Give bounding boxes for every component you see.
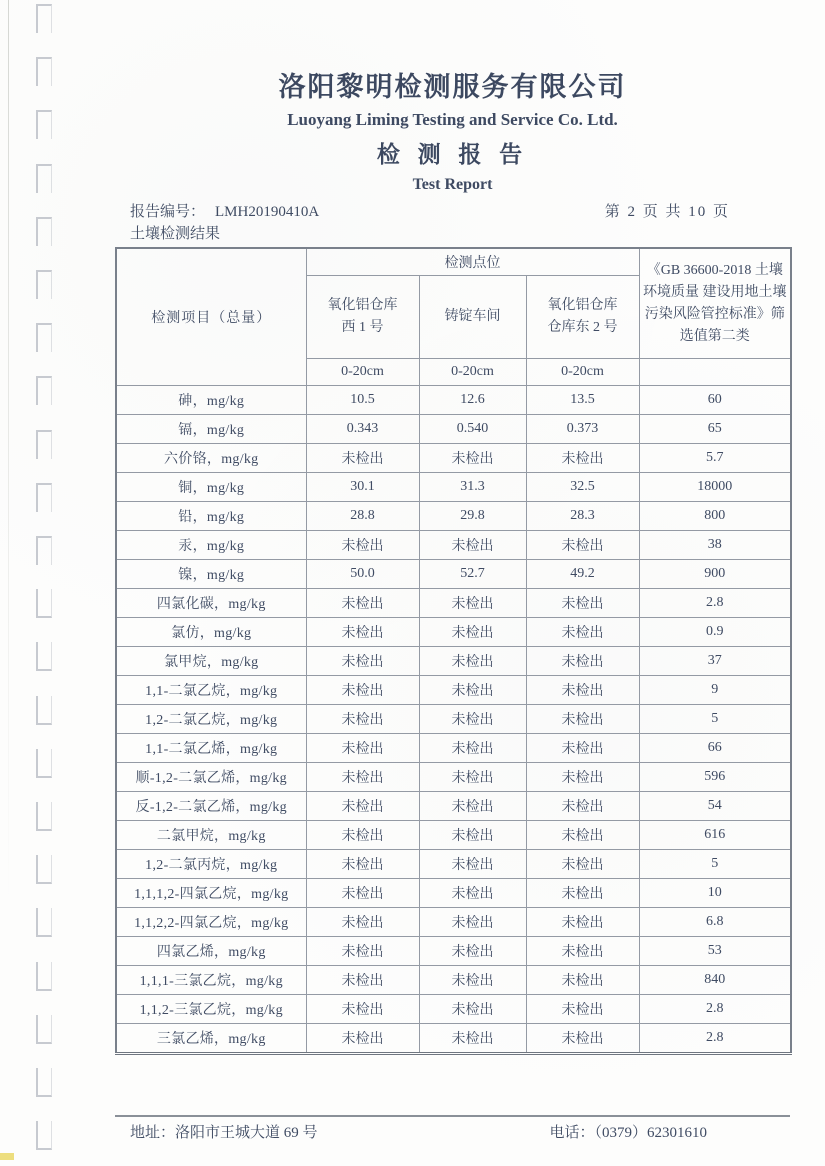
- result-value: 未检出: [526, 705, 639, 734]
- analyte-label: 四氯乙烯，mg/kg: [116, 937, 306, 966]
- address: [130, 1123, 318, 1143]
- phone: [549, 1123, 707, 1143]
- binding-hole-mark: [36, 1121, 52, 1150]
- result-value: 52.7: [419, 560, 526, 589]
- table-row: [116, 966, 791, 995]
- binding-hole-mark: [36, 696, 52, 725]
- result-value: 0.373: [526, 415, 639, 444]
- result-value: 未检出: [306, 705, 419, 734]
- phone-value: （0379）62301610: [594, 1125, 707, 1141]
- screening-limit-value: 6.8: [639, 908, 791, 937]
- result-value: 未检出: [526, 792, 639, 821]
- analyte-label: 1,1,1-三氯乙烷，mg/kg: [116, 966, 306, 995]
- site-column-header: [526, 276, 639, 359]
- binding-hole-mark: [36, 57, 52, 86]
- result-value: 10.5: [306, 386, 419, 415]
- analyte-label: 汞，mg/kg: [116, 531, 306, 560]
- result-value: 未检出: [419, 792, 526, 821]
- binding-hole-mark: [36, 855, 52, 884]
- analyte-label: 1,1-二氯乙烷，mg/kg: [116, 676, 306, 705]
- screening-limit-value: 2.8: [639, 995, 791, 1024]
- site-name-line1: 氧化铝仓库: [547, 298, 618, 313]
- table-row: [116, 531, 791, 560]
- report-content: [115, 0, 790, 1143]
- analyte-label: 砷，mg/kg: [116, 386, 306, 415]
- site-column-header: [419, 276, 526, 359]
- paper-edge-shadow: [8, 0, 9, 900]
- screening-limit-value: 18000: [639, 473, 791, 502]
- site-name-line2: 西 1 号: [341, 320, 384, 335]
- result-value: 未检出: [526, 821, 639, 850]
- result-value: 29.8: [419, 502, 526, 531]
- report-meta-row: [115, 202, 790, 222]
- analyte-label: 六价铬，mg/kg: [116, 444, 306, 473]
- result-value: 未检出: [419, 531, 526, 560]
- screening-limit-value: 53: [639, 937, 791, 966]
- table-row: [116, 386, 791, 415]
- soil-results-table: [115, 247, 792, 1055]
- result-value: 未检出: [306, 792, 419, 821]
- binding-hole-mark: [36, 483, 52, 512]
- screening-limit-value: 60: [639, 386, 791, 415]
- result-value: 12.6: [419, 386, 526, 415]
- screening-limit-value: 5: [639, 705, 791, 734]
- result-value: 未检出: [526, 763, 639, 792]
- table-row: [116, 1024, 791, 1054]
- result-value: 未检出: [306, 618, 419, 647]
- table-row: [116, 763, 791, 792]
- screening-limit-value: 2.8: [639, 1024, 791, 1054]
- report-title-cn: 检 测 报 告: [376, 142, 529, 167]
- result-value: 49.2: [526, 560, 639, 589]
- result-value: 未检出: [306, 676, 419, 705]
- points-header: 检测点位: [306, 248, 639, 276]
- analyte-label: 1,2-二氯丙烷，mg/kg: [116, 850, 306, 879]
- table-row: [116, 792, 791, 821]
- table-row: [116, 560, 791, 589]
- screening-limit-value: 900: [639, 560, 791, 589]
- result-value: 未检出: [419, 647, 526, 676]
- result-value: 13.5: [526, 386, 639, 415]
- analyte-label: 反-1,2-二氯乙烯，mg/kg: [116, 792, 306, 821]
- binding-hole-mark: [36, 962, 52, 991]
- table-row: [116, 618, 791, 647]
- table-row: [116, 473, 791, 502]
- table-row: [116, 676, 791, 705]
- result-value: 未检出: [419, 821, 526, 850]
- result-value: 0.343: [306, 415, 419, 444]
- table-row: [116, 444, 791, 473]
- result-value: 未检出: [306, 1024, 419, 1054]
- result-value: 未检出: [306, 821, 419, 850]
- company-name-en: Luoyang Liming Testing and Service Co. Ltd.: [287, 110, 618, 129]
- result-value: 未检出: [419, 850, 526, 879]
- binding-hole-mark: [36, 1068, 52, 1097]
- analyte-label: 氯仿，mg/kg: [116, 618, 306, 647]
- analyte-label: 三氯乙烯，mg/kg: [116, 1024, 306, 1054]
- analyte-label: 1,1,2,2-四氯乙烷，mg/kg: [116, 908, 306, 937]
- site-name-line2: 仓库东 2 号: [547, 320, 618, 335]
- screening-limit-value: 616: [639, 821, 791, 850]
- binding-hole-mark: [36, 270, 52, 299]
- result-value: 未检出: [526, 734, 639, 763]
- footer-row: [115, 1123, 790, 1143]
- result-value: 32.5: [526, 473, 639, 502]
- table-row: [116, 647, 791, 676]
- result-value: 未检出: [306, 937, 419, 966]
- table-row: [116, 589, 791, 618]
- screening-limit-value: 37: [639, 647, 791, 676]
- depth-cell: 0-20cm: [526, 359, 639, 386]
- result-value: 0.540: [419, 415, 526, 444]
- analyte-label: 顺-1,2-二氯乙烯，mg/kg: [116, 763, 306, 792]
- address-label: 地址：: [130, 1125, 176, 1141]
- company-name-cn: 洛阳黎明检测服务有限公司: [278, 72, 627, 102]
- result-value: 未检出: [526, 908, 639, 937]
- screening-limit-value: 0.9: [639, 618, 791, 647]
- table-row: [116, 734, 791, 763]
- result-value: 未检出: [526, 589, 639, 618]
- screening-limit-value: 66: [639, 734, 791, 763]
- result-value: 28.3: [526, 502, 639, 531]
- site-name-line1: 氧化铝仓库: [327, 298, 398, 313]
- table-header-row-1: [116, 248, 791, 276]
- result-value: 30.1: [306, 473, 419, 502]
- result-value: 未检出: [306, 647, 419, 676]
- analyte-label: 镉，mg/kg: [116, 415, 306, 444]
- result-value: 未检出: [306, 966, 419, 995]
- binding-hole-mark: [36, 749, 52, 778]
- report-title-en: Test Report: [412, 176, 493, 193]
- screening-limit-value: 840: [639, 966, 791, 995]
- table-row: [116, 908, 791, 937]
- result-value: 未检出: [306, 589, 419, 618]
- table-row: [116, 415, 791, 444]
- result-value: 未检出: [419, 763, 526, 792]
- result-value: 未检出: [526, 444, 639, 473]
- standard-column-header: 《GB 36600-2018 土壤环境质量 建设用地土壤污染风险管控标准》筛选值第二类: [639, 248, 791, 359]
- result-value: 未检出: [526, 850, 639, 879]
- standard-empty-cell: [639, 359, 791, 386]
- result-value: 未检出: [306, 995, 419, 1024]
- screening-limit-value: 10: [639, 879, 791, 908]
- result-value: 未检出: [306, 734, 419, 763]
- item-column-header: 检测项目（总量）: [116, 248, 306, 386]
- analyte-label: 镍，mg/kg: [116, 560, 306, 589]
- result-value: 未检出: [306, 850, 419, 879]
- result-value: 未检出: [419, 908, 526, 937]
- screening-limit-value: 65: [639, 415, 791, 444]
- result-value: 未检出: [419, 444, 526, 473]
- result-value: 未检出: [419, 734, 526, 763]
- binding-hole-mark: [36, 4, 52, 33]
- result-value: 28.8: [306, 502, 419, 531]
- binding-hole-mark: [36, 164, 52, 193]
- footer-divider: [115, 1115, 790, 1117]
- result-value: 未检出: [526, 618, 639, 647]
- result-value: 未检出: [419, 1024, 526, 1054]
- result-value: 未检出: [419, 676, 526, 705]
- result-value: 未检出: [419, 618, 526, 647]
- site-column-header: [306, 276, 419, 359]
- binding-hole-mark: [36, 217, 52, 246]
- result-value: 未检出: [526, 879, 639, 908]
- binding-hole-mark: [36, 802, 52, 831]
- depth-cell: 0-20cm: [419, 359, 526, 386]
- result-value: 未检出: [526, 995, 639, 1024]
- screening-limit-value: 38: [639, 531, 791, 560]
- screening-limit-value: 800: [639, 502, 791, 531]
- binding-hole-mark: [36, 536, 52, 565]
- binding-hole-mark: [36, 1015, 52, 1044]
- analyte-label: 1,1,1,2-四氯乙烷，mg/kg: [116, 879, 306, 908]
- analyte-label: 1,1-二氯乙烯，mg/kg: [116, 734, 306, 763]
- result-value: 未检出: [526, 531, 639, 560]
- report-number-value: LMH20190410A: [215, 204, 320, 220]
- table-row: [116, 705, 791, 734]
- report-number-label: 报告编号：: [130, 204, 206, 220]
- result-value: 50.0: [306, 560, 419, 589]
- binding-hole-mark: [36, 642, 52, 671]
- table-row: [116, 821, 791, 850]
- report-footer: [115, 1115, 790, 1143]
- binding-hole-mark: [36, 908, 52, 937]
- result-value: 未检出: [306, 879, 419, 908]
- result-value: 未检出: [526, 937, 639, 966]
- result-value: 31.3: [419, 473, 526, 502]
- binding-hole-mark: [36, 430, 52, 459]
- analyte-label: 铅，mg/kg: [116, 502, 306, 531]
- result-value: 未检出: [526, 1024, 639, 1054]
- section-title: 土壤检测结果: [130, 226, 221, 242]
- analyte-label: 四氯化碳，mg/kg: [116, 589, 306, 618]
- result-value: 未检出: [526, 676, 639, 705]
- analyte-label: 1,1,2-三氯乙烷，mg/kg: [116, 995, 306, 1024]
- analyte-label: 氯甲烷，mg/kg: [116, 647, 306, 676]
- screening-limit-value: 5.7: [639, 444, 791, 473]
- screening-limit-value: 5: [639, 850, 791, 879]
- result-value: 未检出: [419, 589, 526, 618]
- table-row: [116, 995, 791, 1024]
- result-value: 未检出: [419, 705, 526, 734]
- screening-limit-value: 596: [639, 763, 791, 792]
- result-value: 未检出: [526, 966, 639, 995]
- result-value: 未检出: [419, 937, 526, 966]
- binding-hole-mark: [36, 110, 52, 139]
- result-value: 未检出: [306, 444, 419, 473]
- page-indicator: 第 2 页 共 10 页: [604, 204, 730, 220]
- table-row: [116, 502, 791, 531]
- analyte-label: 二氯甲烷，mg/kg: [116, 821, 306, 850]
- table-row: [116, 937, 791, 966]
- result-value: 未检出: [419, 995, 526, 1024]
- screening-limit-value: 9: [639, 676, 791, 705]
- phone-label: 电话：: [549, 1125, 595, 1141]
- result-value: 未检出: [526, 647, 639, 676]
- binding-hole-mark: [36, 376, 52, 405]
- scan-corner-artifact: [0, 1153, 14, 1160]
- analyte-label: 铜，mg/kg: [116, 473, 306, 502]
- binding-hole-mark: [36, 589, 52, 618]
- analyte-label: 1,2-二氯乙烷，mg/kg: [116, 705, 306, 734]
- report-number: [130, 202, 319, 222]
- report-header: [115, 70, 790, 195]
- binding-hole-mark: [36, 323, 52, 352]
- screening-limit-value: 54: [639, 792, 791, 821]
- result-value: 未检出: [306, 908, 419, 937]
- result-value: 未检出: [306, 763, 419, 792]
- table-row: [116, 850, 791, 879]
- depth-cell: 0-20cm: [306, 359, 419, 386]
- address-value: 洛阳市王城大道 69 号: [175, 1125, 318, 1141]
- site-name-line1: 铸锭车间: [444, 309, 501, 324]
- result-value: 未检出: [419, 879, 526, 908]
- table-row: [116, 879, 791, 908]
- result-value: 未检出: [306, 531, 419, 560]
- screening-limit-value: 2.8: [639, 589, 791, 618]
- result-value: 未检出: [419, 966, 526, 995]
